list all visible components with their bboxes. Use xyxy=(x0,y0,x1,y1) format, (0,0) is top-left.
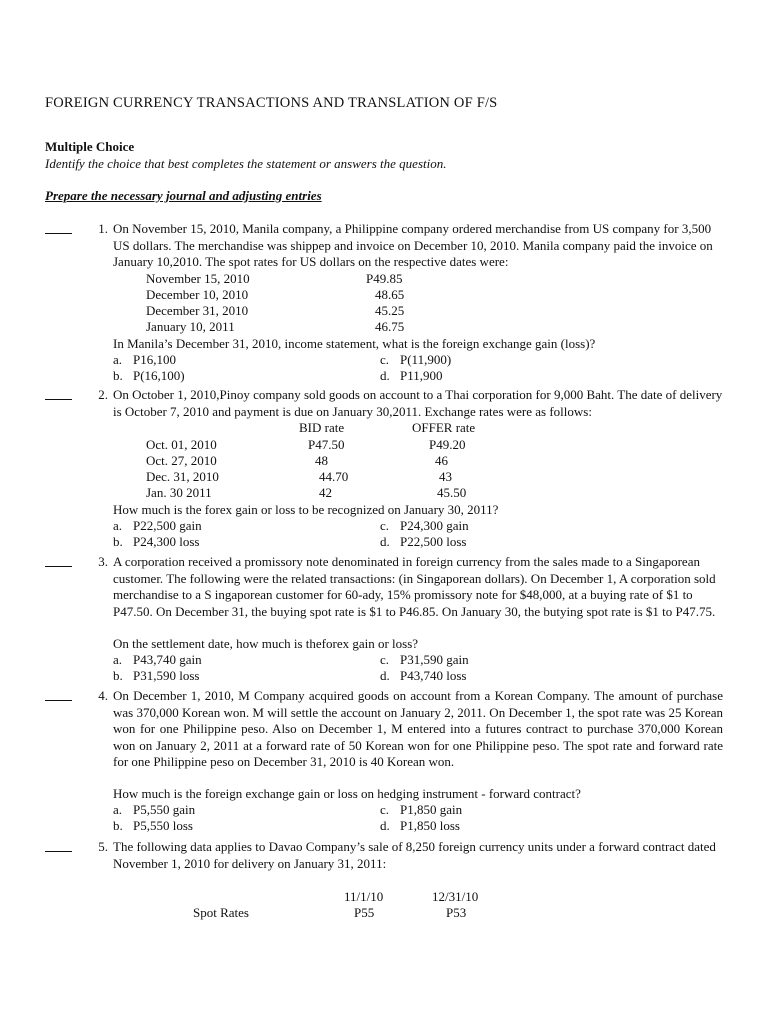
option-text: P24,300 loss xyxy=(133,534,200,549)
bid-header: BID rate xyxy=(299,420,345,435)
offer-value: P49.20 xyxy=(429,437,466,452)
option-d[interactable]: d. P22,500 loss xyxy=(380,534,467,549)
rate-date: Jan. 30 2011 xyxy=(146,485,212,500)
section-instructions: Identify the choice that best completes the statement or answers the question. xyxy=(45,156,447,171)
option-text: P(11,900) xyxy=(400,352,452,367)
question-prompt: In Manila’s December 31, 2010, income statement, what is the foreign exchange gain (loss)? xyxy=(113,336,596,351)
option-text: P43,740 loss xyxy=(400,668,467,683)
question-prompt: How much is the forex gain or loss to be recognized on January 30, 2011? xyxy=(113,502,499,517)
question-stem: The following data applies to Davao Company’s sale of 8,250 foreign currency units under a forward contract dated November 1, 2010 for delivery on January 31, 2011: xyxy=(113,839,716,871)
spot-rate-value: P53 xyxy=(446,905,467,920)
subheading: Prepare the necessary journal and adjusting entries xyxy=(45,188,322,203)
question-number: 5. xyxy=(98,839,108,854)
spot-rate-value: P55 xyxy=(354,905,375,920)
question-stem: A corporation received a promissory note denominated in foreign currency from the sales made to a Singaporean customer. The following were the related transactions: (in Singaporean dollars). On December 1, A corporation sold merchandise to a S ingaporean customer for 60-ady, 15% promissory note for $48,000, at a buying rate of $1 to P47.50. On December 31, the buying spot rate is $1 to P46.85. On January 30, the butying spot rate is $1 to P47.75. xyxy=(113,554,716,619)
date-header: 12/31/10 xyxy=(432,889,479,904)
option-text: P22,500 loss xyxy=(400,534,467,549)
bid-value: P47.50 xyxy=(308,437,345,452)
answer-blank[interactable] xyxy=(45,221,72,234)
question-stem: On October 1, 2010,Pinoy company sold goods on account to a Thai corporation for 9,000 Baht. The date of delivery is October 7, 2010 and payment is due on January 30,2011. Exchange rates were as follows: xyxy=(113,387,723,419)
option-text: P11,900 xyxy=(400,368,443,383)
offer-header: OFFER rate xyxy=(412,420,476,435)
question-stem: On November 15, 2010, Manila company, a Philippine company ordered merchandise from US company for 3,500 US dollars. The merchandise was shippep and invoice on December 10, 2010. Manila company paid the invoice on January 10,2010. The spot rates for US dollars on the respective dates were: xyxy=(113,221,713,269)
option-a[interactable]: a. P5,550 gain xyxy=(113,802,196,817)
row-label: Spot Rates xyxy=(193,905,249,920)
option-text: P43,740 gain xyxy=(133,652,202,667)
rate-value: 45.25 xyxy=(375,303,405,318)
option-text: P5,550 gain xyxy=(133,802,196,817)
option-c[interactable]: c. P31,590 gain xyxy=(380,652,469,667)
option-text: P31,590 gain xyxy=(400,652,469,667)
option-text: P(16,100) xyxy=(133,368,185,383)
offer-value: 46 xyxy=(435,453,448,468)
option-c[interactable]: c. P1,850 gain xyxy=(380,802,463,817)
rate-date: Oct. 27, 2010 xyxy=(146,453,217,468)
rate-date: December 10, 2010 xyxy=(146,287,249,302)
question-prompt: How much is the foreign exchange gain or loss on hedging instrument - forward contract? xyxy=(113,786,581,801)
rate-value: 46.75 xyxy=(375,319,405,334)
option-d[interactable]: d. P11,900 xyxy=(380,368,443,383)
option-b[interactable]: b. P5,550 loss xyxy=(113,818,193,833)
bid-value: 42 xyxy=(319,485,332,500)
document-title: FOREIGN CURRENCY TRANSACTIONS AND TRANSLATION OF F/S xyxy=(45,95,498,111)
section-heading: Multiple Choice xyxy=(45,139,135,154)
question-prompt: On the settlement date, how much is theforex gain or loss? xyxy=(113,636,419,651)
option-c[interactable]: c. P(11,900) xyxy=(380,352,452,367)
bid-value: 44.70 xyxy=(319,469,349,484)
option-text: P1,850 loss xyxy=(400,818,460,833)
option-text: P16,100 xyxy=(133,352,176,367)
offer-value: 45.50 xyxy=(437,485,467,500)
option-d[interactable]: d. P1,850 loss xyxy=(380,818,460,833)
answer-blank[interactable] xyxy=(45,839,72,852)
rate-date: Dec. 31, 2010 xyxy=(146,469,219,484)
option-d[interactable]: d. P43,740 loss xyxy=(380,668,467,683)
option-b[interactable]: b. P24,300 loss xyxy=(113,534,200,549)
option-c[interactable]: c. P24,300 gain xyxy=(380,518,469,533)
option-text: P22,500 gain xyxy=(133,518,202,533)
rate-value: 48.65 xyxy=(375,287,405,302)
bid-value: 48 xyxy=(315,453,328,468)
option-text: P5,550 loss xyxy=(133,818,193,833)
date-header: 11/1/10 xyxy=(344,889,384,904)
option-a[interactable]: a. P16,100 xyxy=(113,352,176,367)
question-stem: On December 1, 2010, M Company acquired goods on account from a Korean Company. The amount of purchase was 370,000 Korean won. M will settle the account on January 2, 2011. On December 1, the spot rate was 25 Korean won for one Philippine peso. Also on December 1, M entered into a futures contract to purchase 370,000 Korean won on January 2, 2011 at a forward rate of 50 Korean won for one Philippine peso. The spot rate and forward rate for one Philippine peso on December 31, 2010 is 40 Korean won. xyxy=(113,688,723,769)
option-text: P31,590 loss xyxy=(133,668,200,683)
option-b[interactable]: b. P31,590 loss xyxy=(113,668,200,683)
answer-blank[interactable] xyxy=(45,688,72,701)
answer-blank[interactable] xyxy=(45,554,72,567)
question-number: 3. xyxy=(98,554,108,569)
option-text: P1,850 gain xyxy=(400,802,463,817)
option-a[interactable]: a. P22,500 gain xyxy=(113,518,202,533)
option-text: P24,300 gain xyxy=(400,518,469,533)
rate-date: January 10, 2011 xyxy=(146,319,235,334)
rate-date: December 31, 2010 xyxy=(146,303,249,318)
question-number: 4. xyxy=(98,688,108,703)
option-b[interactable]: b. P(16,100) xyxy=(113,368,185,383)
rate-value: P49.85 xyxy=(366,271,403,286)
question-number: 2. xyxy=(98,387,108,402)
offer-value: 43 xyxy=(439,469,452,484)
answer-blank[interactable] xyxy=(45,387,72,400)
rate-date: Oct. 01, 2010 xyxy=(146,437,217,452)
rate-date: November 15, 2010 xyxy=(146,271,250,286)
question-number: 1. xyxy=(98,221,108,236)
option-a[interactable]: a. P43,740 gain xyxy=(113,652,202,667)
